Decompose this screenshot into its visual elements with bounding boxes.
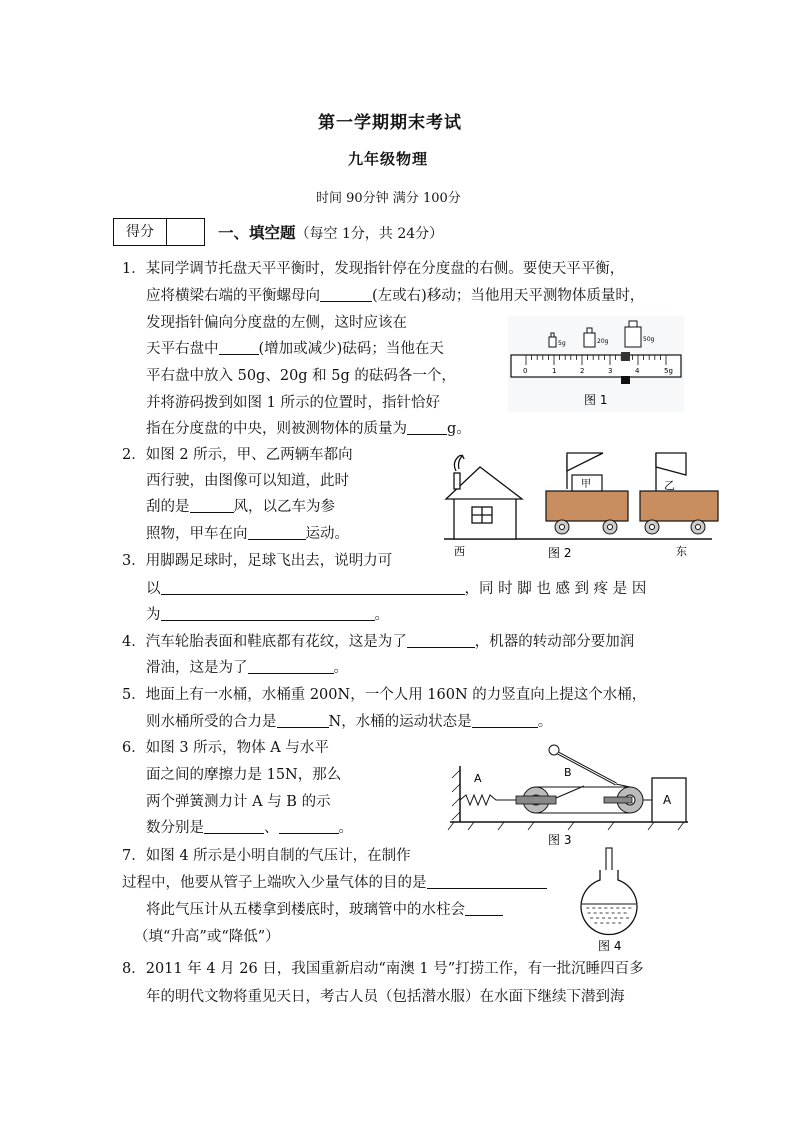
q5-blank-1[interactable] [277,713,329,728]
q1-text: 指在分度盘的中央，则被测物体的质量为 [146,421,407,437]
q4-text: 滑油，这是为了 [146,660,248,676]
svg-text:20g: 20g [597,338,609,345]
score-box [113,218,205,246]
car-yi [640,453,718,534]
q6-text: 。 [338,820,353,836]
q3-text: 。 [374,607,389,623]
q4-line-1 [122,632,634,652]
q8-line-1: 8．2011 年 4 月 26 日，我国重新启动“南澳 1 号”打捞工作，有一批沉睡四百多 [122,961,644,977]
q1-blank-3[interactable] [407,420,447,435]
spring-scale-b-icon [549,745,630,787]
block-a-label: A [663,793,672,807]
q3-line-2 [146,579,646,599]
figure-2-caption: 图 2 [548,546,572,560]
q6-line-4 [146,818,353,838]
svg-text:1: 1 [552,367,557,375]
car-jia-label: 甲 [581,479,591,490]
q4-blank-2[interactable] [248,659,334,674]
house-icon [446,455,522,539]
spring-a [460,795,516,805]
svg-text:5g: 5g [558,340,566,347]
q7-line-2 [122,873,547,893]
q1-line-5: 平右盘中放入 50g、20g 和 5g 的砝码各一个， [146,368,456,384]
svg-text:5g: 5g [664,367,673,375]
q3-text: ，同 时 脚 也 感 到 疼 是 因 [464,581,647,597]
balance-scale-beam [511,355,681,377]
pulley-left-icon [516,787,556,813]
q2-text: 刮的是 [146,499,190,515]
q1-blank-2[interactable] [219,340,259,355]
q1-line-1: 1．某同学调节托盘天平平衡时，发现指针停在分度盘的右侧。要使天平平衡， [122,261,625,277]
q7-blank-1[interactable] [427,874,547,889]
q6-text: 、 [264,820,279,836]
q2-text: 风，以乙车为参 [233,499,335,515]
q6-line-3: 两个弹簧测力计 A 与 B 的示 [146,794,331,810]
q4-text: 。 [333,660,348,676]
q1-line-3: 发现指针偏向分度盘的左侧，这时应该在 [146,315,407,331]
q1-text: (左或右)移动；当他用天平测物体质量时， [372,288,645,304]
q5-line-2 [146,712,552,732]
figure-1-balance [508,316,684,412]
exam-time-info: 时间 90分钟 满分 100分 [316,191,461,206]
q2-text: 运动。 [305,526,349,542]
car-jia [546,453,628,534]
exam-subtitle: 九年级物理 [348,150,429,168]
q7-line-1: 7．如图 4 所示是小明自制的气压计，在制作 [122,848,411,864]
car-yi-label: 乙 [664,479,675,492]
q5-text: 则水桶所受的合力是 [146,714,277,730]
svg-text:0: 0 [523,367,528,375]
scale-b-label: B [564,766,572,779]
q4-line-2 [146,658,348,678]
q2-line-1: 2．如图 2 所示，甲、乙两辆车都向 [122,447,353,463]
ground-hatch [448,822,684,830]
section-heading [218,221,443,243]
q3-line-3 [146,605,389,625]
q4-blank-1[interactable] [407,633,475,648]
section-note: （每空 1分，共 24分） [295,226,444,242]
q5-text: N，水桶的运动状态是 [328,714,472,730]
q5-blank-2[interactable] [472,713,538,728]
q6-text: 数分别是 [146,820,204,836]
q3-text: 以 [146,581,161,597]
q6-line-1: 6．如图 3 所示，物体 A 与水平 [122,740,329,756]
west-label: 西 [454,545,465,558]
q6-blank-2[interactable] [279,819,339,834]
q2-line-2: 西行驶，由图像可以知道，此时 [146,473,349,489]
figure-4-barometer [570,846,650,956]
q7-text: 将此气压计从五楼拿到楼底时，玻璃管中的水柱会 [146,902,465,918]
q8-line-2: 年的明代文物将重见天日，考古人员（包括潜水服）在水面下继续下潜到海 [146,989,625,1005]
q7-blank-2[interactable] [465,901,503,916]
q3-blank-1[interactable] [161,580,465,595]
figure-1-caption: 图 1 [584,393,608,407]
scale-a-label: A [474,772,482,785]
svg-text:4: 4 [635,367,640,375]
q2-blank-1[interactable] [190,498,234,513]
q2-line-4 [146,524,349,544]
q2-text: 照物，甲车在向 [146,526,248,542]
q1-text: g。 [447,421,471,437]
q3-text: 为 [146,607,161,623]
q2-line-3 [146,497,335,517]
q6-blank-1[interactable] [204,819,264,834]
q1-text: 天平右盘中 [146,341,219,357]
figure-3-caption: 图 3 [548,833,572,847]
east-label: 东 [676,545,687,558]
q5-line-1: 5．地面上有一水桶，水桶重 200N，一个人用 160N 的力竖直向上提这个水桶， [122,687,647,703]
q1-blank-1[interactable] [320,287,372,302]
q2-blank-2[interactable] [248,525,306,540]
q7-line-3 [146,900,503,920]
q5-text: 。 [537,714,553,730]
exam-title: 第一学期期末考试 [318,113,462,133]
figure-2-cars [436,449,720,563]
score-field[interactable] [167,219,204,245]
pulley-right-icon [604,787,643,813]
q4-text: ，机器的转动部分要加润 [474,634,635,650]
figure-4-caption: 图 4 [598,939,622,953]
q1-line-7 [146,419,471,439]
q4-text: 4．汽车轮胎表面和鞋底都有花纹，这是为了 [122,634,407,650]
svg-text:50g: 50g [643,336,655,343]
svg-text:3: 3 [608,367,613,375]
svg-text:2: 2 [580,367,585,375]
q7-line-4: （填“升高”或“降低”） [134,929,280,945]
section-title: 一、填空题 [218,223,296,242]
q1-text: (增加或减少)砝码；当他在天 [258,341,444,357]
q6-line-2: 面之间的摩擦力是 15N，那么 [146,767,342,783]
q1-line-4 [146,339,444,359]
score-label: 得分 [114,219,167,245]
q3-line-1: 3．用脚踢足球时，足球飞出去，说明力可 [122,553,393,569]
q1-line-6: 并将游码拨到如图 1 所示的位置时，指针恰好 [146,395,440,411]
q7-text: 过程中，他要从管子上端吹入少量气体的目的是 [122,875,427,891]
q1-text: 应将横梁右端的平衡螺母向 [146,288,320,304]
q1-line-2 [146,286,644,306]
q3-blank-2[interactable] [161,606,375,621]
figure-3-spring-scales [444,740,694,848]
